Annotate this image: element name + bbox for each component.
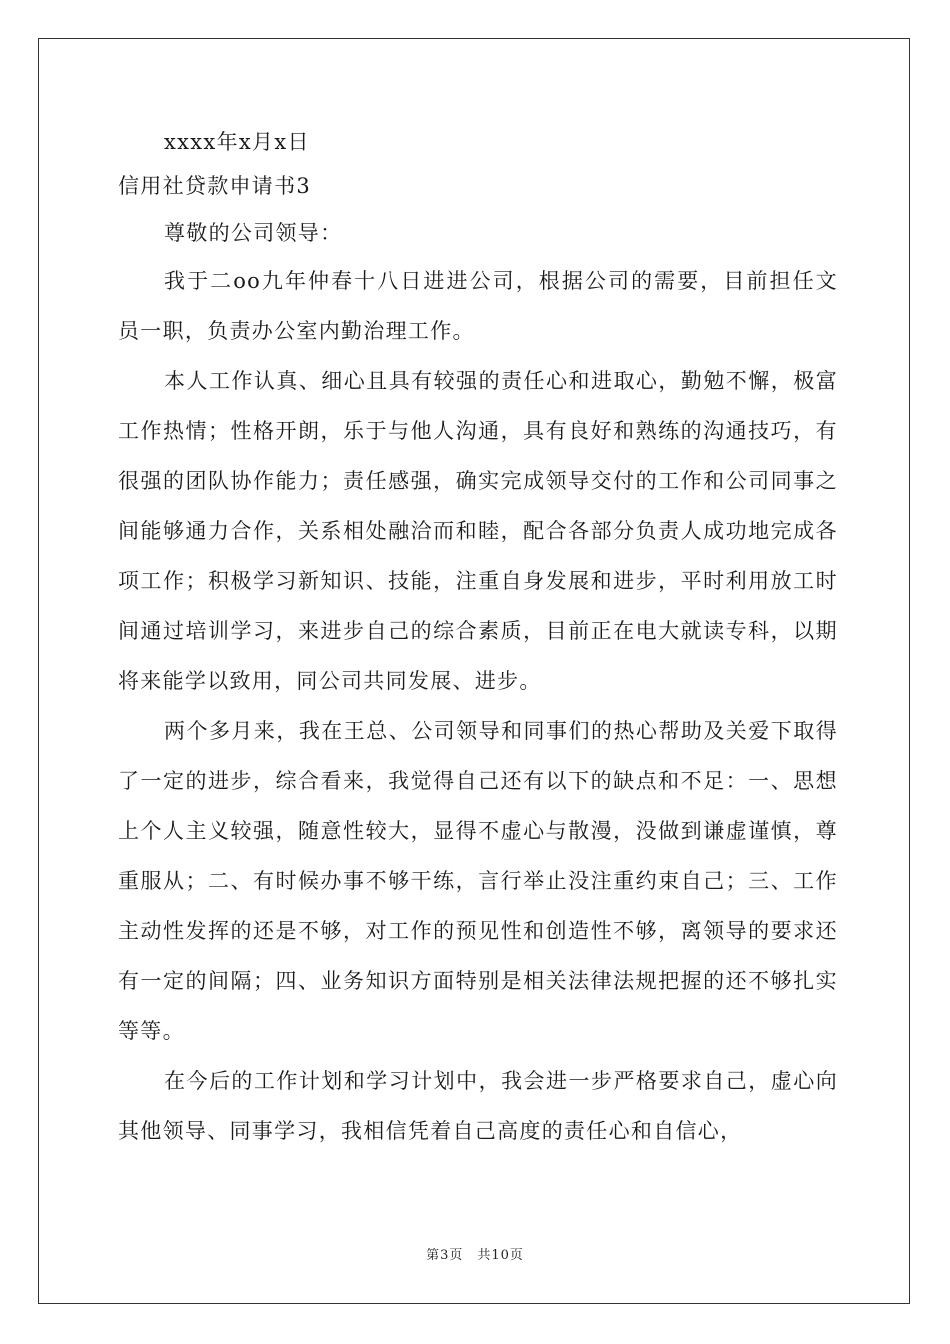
paragraph-1: 我于二oo九年仲春十八日进进公司，根据公司的需要，目前担任文员一职，负责办公室内勤治理工作。 [118,269,838,343]
salutation: 尊敬的公司领导： [164,221,343,245]
paragraph-3: 两个多月来，我在王总、公司领导和同事们的热心帮助及关爱下取得了一定的进步，综合看来，我觉得自己还有以下的缺点和不足：一、思想上个人主义较强，随意性较大，显得不虚心与散漫，没做到谦虚谨慎，尊重服从；二、有时候办事不够干练，言行举止没注重约束自己；三、工作主动性发挥的还是不够，对工作的预见性和创造性不够，离领导的要求还有一定的间隔；四、业务知识方面特别是相关法律法规把握的还不够扎实等等。 [118,719,838,1043]
page-number-footer: 第3页 共10页 [426,1248,524,1263]
date-line: xxxx年x月x日 [164,130,310,154]
paragraph-4: 在今后的工作计划和学习计划中，我会进一步严格要求自己，虚心向其他领导、同事学习，我相信凭着自己高度的责任心和自信心， [118,1069,838,1143]
paragraph-2: 本人工作认真、细心且具有较强的责任心和进取心，勤勉不懈，极富工作热情；性格开朗，乐于与他人沟通，具有良好和熟练的沟通技巧，有很强的团队协作能力；责任感强，确实完成领导交付的工作和公司同事之间能够通力合作，关系相处融洽而和睦，配合各部分负责人成功地完成各项工作；积极学习新知识、技能，注重自身发展和进步，平时利用放工时间通过培训学习，来进步自己的综合素质，目前正在电大就读专科，以期将来能学以致用，同公司共同发展、进步。 [118,369,838,693]
document-title: 信用社贷款申请书3 [118,174,312,198]
document-body [118,128,838,1156]
